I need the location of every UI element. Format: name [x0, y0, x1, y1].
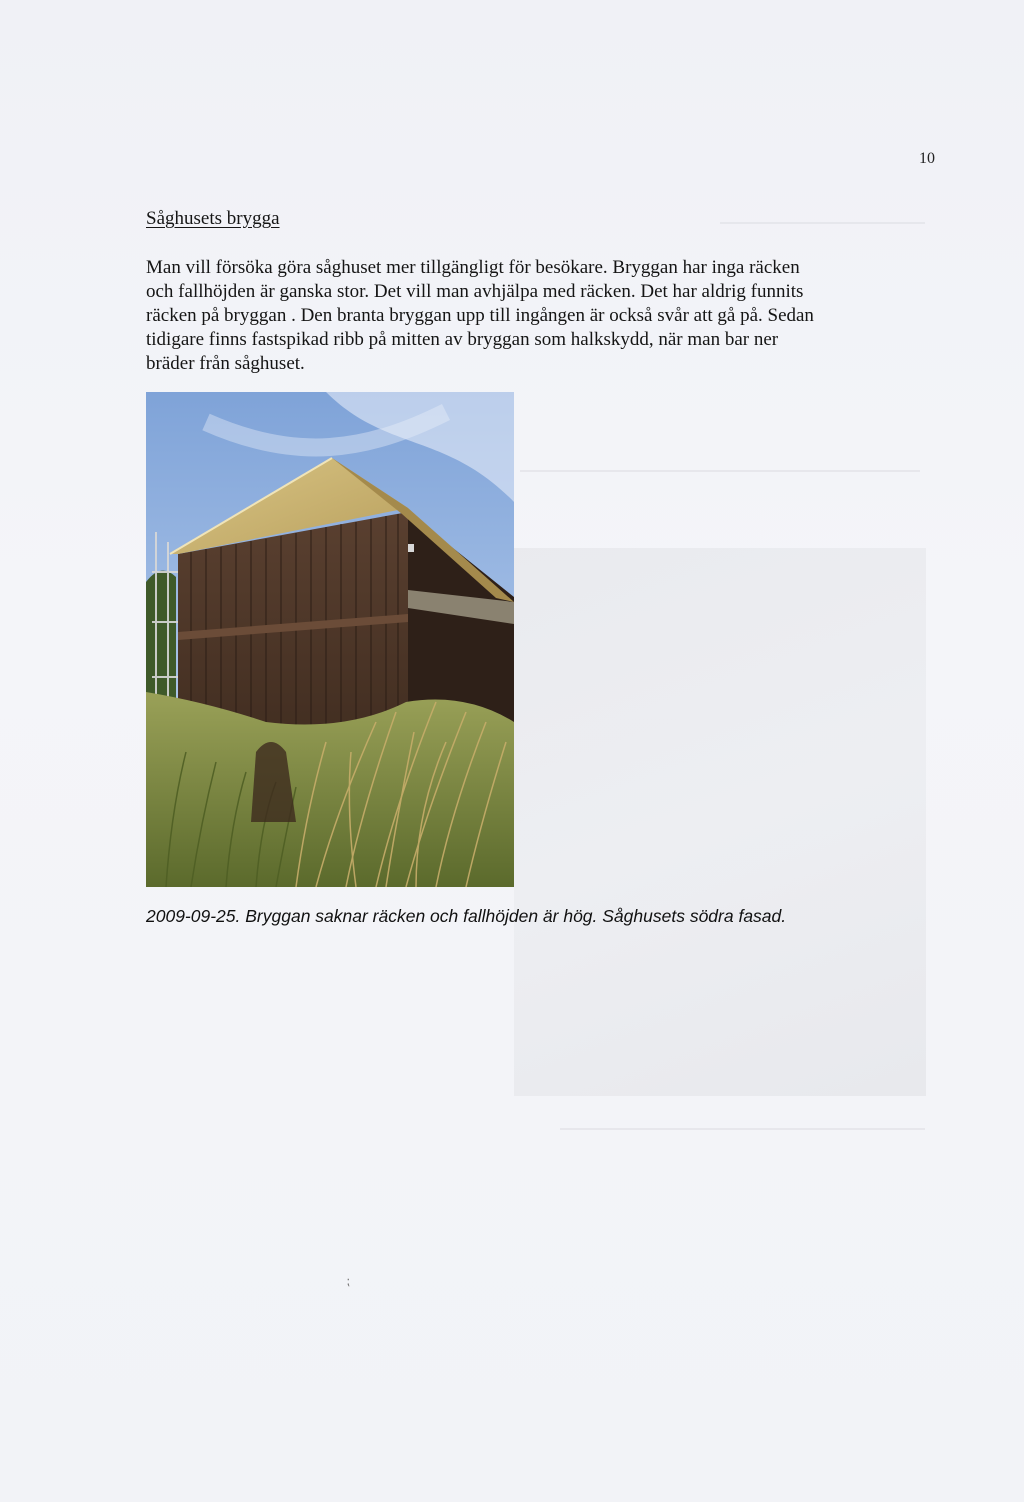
photo-caption: 2009-09-25. Bryggan saknar räcken och fallhöjden är hög. Såghusets södra fasad. — [146, 906, 787, 926]
show-through-line — [520, 470, 920, 472]
paragraph-line: och fallhöjden är ganska stor. Det vill man avhjälpa med räcken. Det har aldrig funnits — [146, 281, 804, 302]
paragraph-line: bräder från såghuset. — [146, 353, 305, 374]
show-through-line — [720, 222, 925, 224]
show-through-line — [560, 1128, 925, 1130]
page-number: 10 — [919, 150, 935, 167]
body-paragraph — [146, 256, 926, 376]
stray-mark: ⁏ — [346, 1274, 351, 1288]
barn-photo — [146, 392, 514, 887]
paragraph-line: räcken på bryggan . Den branta bryggan upp till ingången är också svår att gå på. Sedan — [146, 305, 814, 326]
show-through-shadow — [514, 548, 926, 1096]
barn-photo-icon — [146, 392, 514, 887]
paragraph-line: Man vill försöka göra såghuset mer tillgängligt för besökare. Bryggan har inga räcken — [146, 257, 800, 278]
section-heading: Såghusets brygga — [146, 208, 280, 229]
paragraph-line: tidigare finns fastspikad ribb på mitten av bryggan som halkskydd, när man bar ner — [146, 329, 779, 350]
